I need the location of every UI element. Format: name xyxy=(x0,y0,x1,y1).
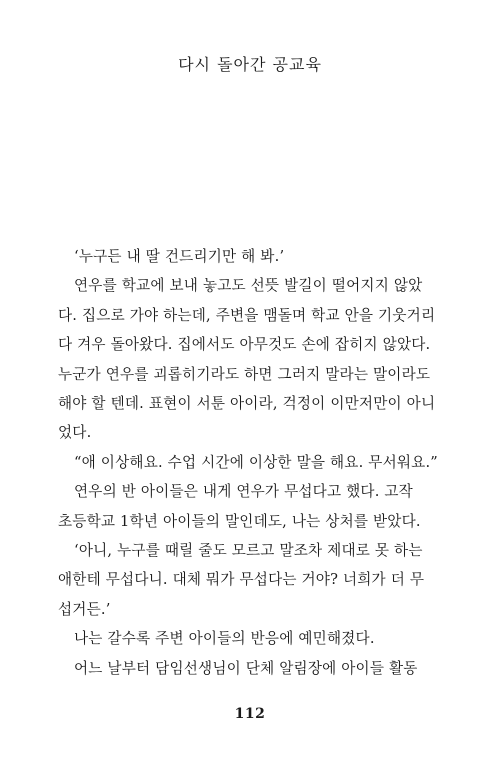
text-line: ‘아니, 누구를 때릴 줄도 모르고 말조차 제대로 못 하는 xyxy=(74,542,423,560)
text-line: 누군가 연우를 괴롭히기라도 하면 그러지 말라는 말이라도 xyxy=(58,365,431,383)
page-number: 112 xyxy=(234,706,266,722)
text-line: “애 이상해요. 수업 시간에 이상한 말을 해요. 무서워요.” xyxy=(74,453,438,471)
text-line: 다 겨우 돌아왔다. 집에서도 아무것도 손에 잡히지 않았다. xyxy=(58,336,431,354)
text-line: 연우를 학교에 보내 놓고도 선뜻 발길이 떨어지지 않았 xyxy=(74,277,423,295)
text-line: ‘누구든 내 딸 건드리기만 해 봐.’ xyxy=(74,248,285,265)
text-line: 어느 날부터 담임선생님이 단체 알림장에 아이들 활동 xyxy=(74,659,418,677)
text-line: 섭거든.’ xyxy=(58,600,111,618)
text-line: 초등학교 1학년 아이들의 말인데도, 나는 상처를 받았다. xyxy=(58,512,421,530)
text-line: 연우의 반 아이들은 내게 연우가 무섭다고 했다. 고작 xyxy=(74,483,413,501)
text-line: 해야 할 텐데. 표현이 서툰 아이라, 걱정이 이만저만이 아니 xyxy=(58,395,436,413)
text-line: 애한테 무섭다니. 대체 뭐가 무섭다는 거야? 너희가 더 무 xyxy=(58,571,425,589)
text-line: 다. 집으로 가야 하는데, 주변을 맴돌며 학교 안을 기웃거리 xyxy=(58,306,436,324)
chapter-title: 다시 돌아간 공교육 xyxy=(178,55,322,74)
body-text xyxy=(58,242,438,683)
text-line: 었다. xyxy=(58,424,92,442)
text-line: 나는 갈수록 주변 아이들의 반응에 예민해졌다. xyxy=(74,630,375,648)
